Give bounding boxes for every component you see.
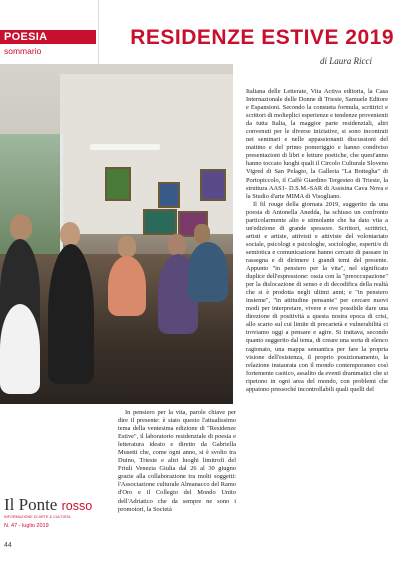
article-author: di Laura Ricci bbox=[320, 56, 372, 66]
photo-person bbox=[0, 304, 40, 394]
photo-painting bbox=[143, 209, 177, 235]
photo-person bbox=[188, 242, 228, 302]
section-label: POESIA bbox=[4, 31, 48, 43]
masthead-name-accent: rosso bbox=[61, 499, 93, 513]
photo-painting bbox=[105, 167, 131, 201]
paragraph: Il fil rouge della giornata 2019, suggerito da una poesia di Antonella Anedda, ha schiuso un confronto particolarmente alto e stimolante che ha dato vita a un'edizione di grande spessore. Scrittori, scrittrici, artisti e artiste, attivisti e attiviste del volontariato sociale, psicologi e psicologhe, sociologhe, esperti/e di semiotica e comunicazione hanno cercato di passare in rassegna e di dirimere i grandi temi del presente. Appunto "in pensiero per la vita", nel significato duplice dell'espressione: ossia con la "preoccupazione" per la dislocazione di senso e di decodifica della realtà che si è prodotta negli ultimi anni; e "in pensiero insieme", "in attitudine pensante" per cercare nuovi modi per interpretare, vivere e ove possibile dare una direzione di positività a questa nostra epoca di crisi, allo scarto sul cui limite di precarietà e vulnerabilità ci troviamo oggi a pensare e agire. Si trattava, secondo quanto suggerito dal tema, di creare una sorta di elenco ragionato, una mappa semantica per fare la propria visione dell'esistenza, il proprio posizionamento, la relazione instaurata con il mondo contemporaneo così fortemente caotico, assalito da eventi drammatici che si ripetono in ogni area del mondo, con problemi che appaiono pressoché incontrollabili quali quelli del bbox=[246, 200, 388, 393]
photo-person bbox=[48, 244, 94, 384]
photo-person bbox=[108, 256, 146, 316]
masthead-name: Il Ponte bbox=[4, 495, 58, 514]
event-photo bbox=[0, 64, 233, 404]
photo-person bbox=[168, 234, 186, 256]
article-column-right bbox=[246, 88, 388, 548]
photo-painting bbox=[200, 169, 226, 201]
photo-person bbox=[10, 214, 32, 240]
paragraph: In pensiero per la vita, parole chiave per dire il presente: è stato questo l'attualissimo tema della ventesima edizione di "Residenze Estive", il laboratorio residenziale di poesia e letteratura ideato e diretto da Gabriella Musetti che, come ogni anno, si è svolto tra Duino, Trieste e altri luoghi limitrofi del Friuli Venezia Giulia dal 26 al 30 giugno grazie alla collaborazione tra molti soggetti: l'Associazione culturale Almanacco del Ramo d'Oro e il Collegio del Mondo Unito dell'Adriatico che da sempre ne sono i promotori, la Società bbox=[118, 409, 236, 513]
masthead-tagline: INFORMAZIONE DI ARTE & CULTURA bbox=[4, 515, 71, 519]
article-column-middle bbox=[118, 409, 236, 541]
section-subtitle: sommario bbox=[4, 46, 42, 56]
masthead-logo bbox=[4, 496, 108, 515]
article-title: RESIDENZE ESTIVE 2019 bbox=[130, 26, 394, 49]
page-number: 44 bbox=[4, 542, 12, 549]
magazine-masthead bbox=[4, 496, 108, 530]
photo-person bbox=[118, 236, 136, 258]
photo-person bbox=[60, 222, 80, 246]
paragraph: Italiana delle Letterate, Vita Activa editoria, la Casa Internazionale delle Donne di Trieste, Samuele Editore e Espansioni. Secondo la consueta formula, scrittrici e scrittori di molteplici esperienze e tendenze provenienti da tutta Italia, la maggior parte residenziali, altri convenuti per le diverse iniziative, si sono incontrati nei seminari e nelle appassionanti discussioni del mattino e del primo pomeriggio e hanno condiviso presentazioni di libri e letture poetiche, che quest'anno hanno toccato luoghi quali il Circolo Culturale Sloveno Vigred di San Pelagio, la Galleria "La Bottegha" di Portopiccolo, il Caffè Giardino Tergesteo di Trieste, la struttura AAS1- D.S.M.-SAR di Assisina Cava Nova e la Studio d'arte MIMA di Visogliano. bbox=[246, 88, 388, 200]
photo-person bbox=[194, 224, 210, 244]
photo-ceiling-light bbox=[90, 144, 160, 150]
issue-info: N. 47 - luglio 2019 bbox=[4, 523, 49, 529]
photo-painting bbox=[158, 182, 180, 208]
